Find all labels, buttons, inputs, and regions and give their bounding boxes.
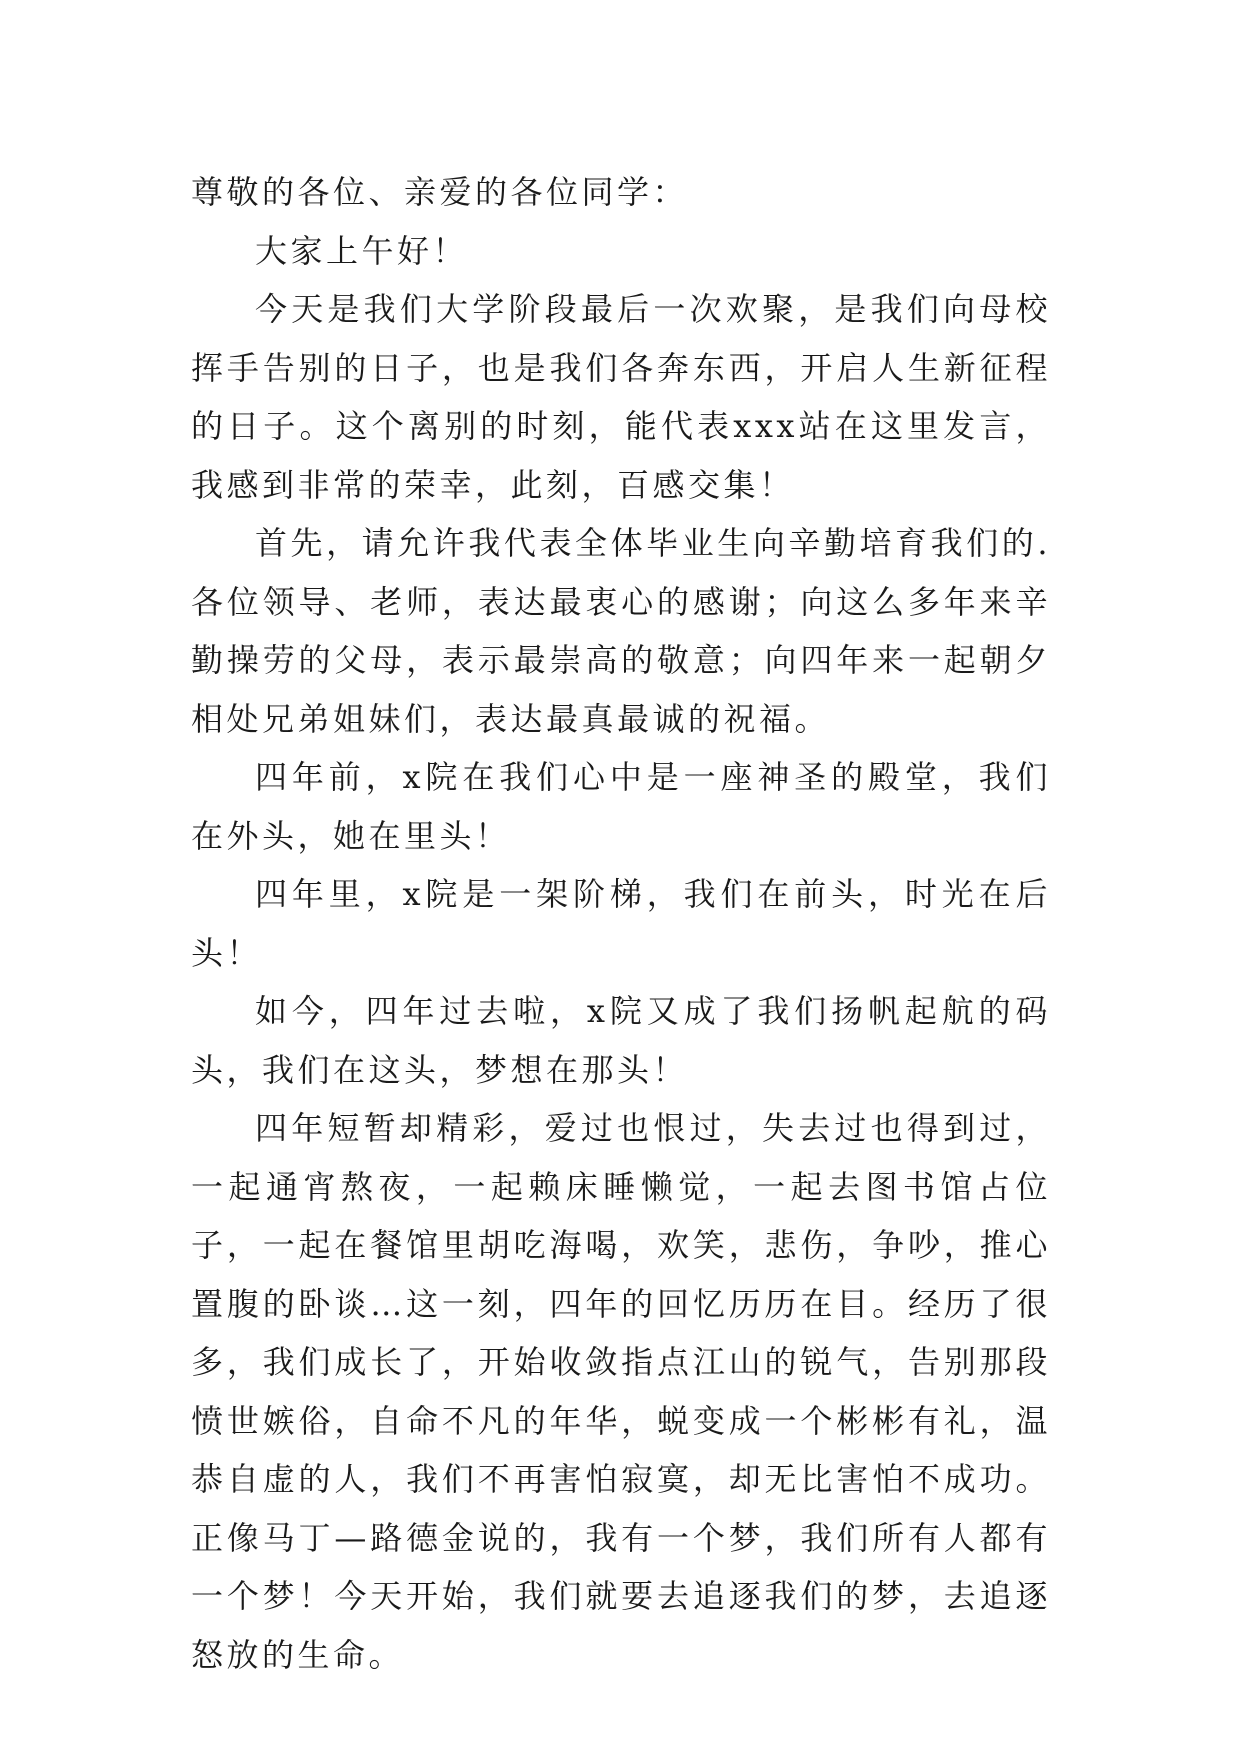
paragraph-memories: 四年短暂却精彩，爱过也恨过，失去过也得到过，一起通宵熬夜，一起赖床睡懒觉，一起去图书馆占位子，一起在餐馆里胡吃海喝，欢笑，悲伤，争吵，推心置腹的卧谈…这一刻，四年的回忆历历在目。经历了很多，我们成长了，开始收敛指点江山的锐气，告别那段愤世嫉俗，自命不凡的年华，蜕变成一个彬彬有礼，温恭自虚的人，我们不再害怕寂寞，却无比害怕不成功。正像马丁—路德金说的，我有一个梦，我们所有人都有一个梦！今天开始，我们就要去追逐我们的梦，去追逐怒放的生命。	[191, 1109, 1051, 1674]
paragraph-greeting: 大家上午好！	[255, 231, 469, 270]
paragraph-during-four-years: 四年里，x院是一架阶梯，我们在前头，时光在后头！	[191, 875, 1051, 972]
paragraph-farewell-day: 今天是我们大学阶段最后一次欢聚，是我们向母校挥手告别的日子，也是我们各奔东西，开启人生新征程的日子。这个离别的时刻，能代表xxx站在这里发言，我感到非常的荣幸，此刻，百感交集！	[191, 290, 1051, 504]
salutation: 尊敬的各位、亲爱的各位同学：	[191, 173, 689, 211]
paragraph-thanks: 首先，请允许我代表全体毕业生向辛勤培育我们的.各位领导、老师，表达最衷心的感谢；向这么多年来辛勤操劳的父母，表示最崇高的敬意；向四年来一起朝夕相处兄弟姐妹们，表达最真最诚的祝福。	[191, 524, 1051, 738]
paragraph-now: 如今，四年过去啦，x院又成了我们扬帆起航的码头，我们在这头，梦想在那头！	[191, 992, 1051, 1089]
paragraph-four-years-ago: 四年前，x院在我们心中是一座神圣的殿堂，我们在外头，她在里头！	[191, 758, 1051, 855]
speech-body	[191, 163, 1051, 1684]
